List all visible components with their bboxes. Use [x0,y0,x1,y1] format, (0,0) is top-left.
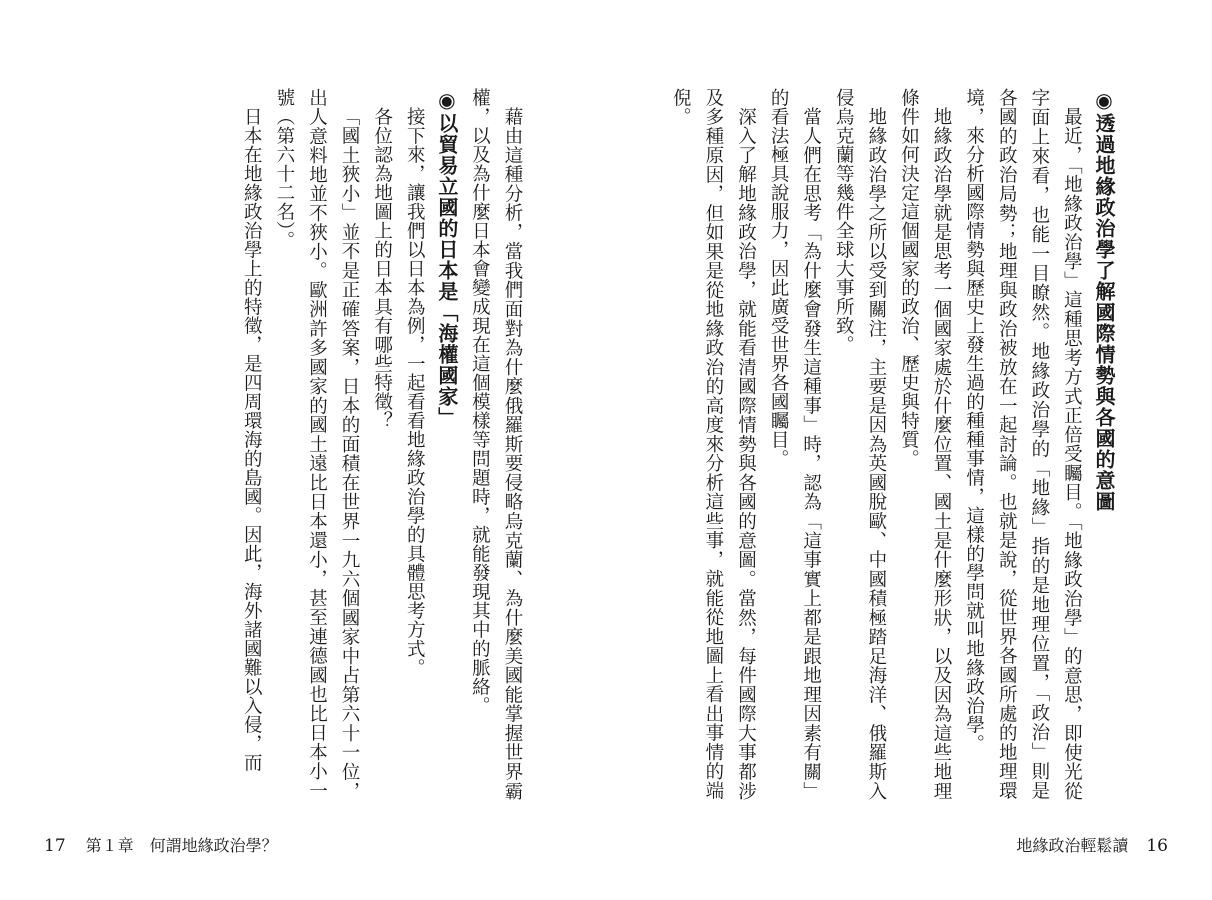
page-number: 17 [44,836,66,856]
paragraph: 藉由這種分析，當我們面對為什麼俄羅斯要侵略烏克蘭、為什麼美國能掌握世界霸權，以及為什麼日本會變成現在這個模樣等問題時，就能發現其中的脈絡。 [469,88,523,800]
right-page [606,0,1212,900]
chapter-title: 第１章 何謂地緣政治學？ [85,836,278,855]
bullet-icon: ◉ [1092,88,1116,113]
section-heading-text: 以貿易立國的日本是「海權國家」 [434,113,459,428]
bullet-icon: ◉ [434,88,459,113]
paragraph: 當人們在思考「為什麼會發生這種事」時，認為「這事實上都是跟地理因素有關」的看法極具說服力，因此廣受世界各國矚目。 [768,88,822,800]
section-heading-japan [430,88,463,800]
paragraph: 最近，「地緣政治學」這種思考方式正倍受矚目。「地緣政治學」的意思，即使光從字面上來看，也能一目瞭然。地緣政治學的「地緣」指的是地理位置，「政治」則是各國的政治局勢；地理與政治被放在一起討論。也就是說，從世界各國所處的地理環境，來分析國際情勢與歷史上發生過的種種事情，這樣的學問就叫地緣政治學。 [963,88,1083,800]
paragraph: 地緣政治學就是思考一個國家處於什麼位置、國土是什麼形狀，以及因為這些地理條件如何決定這個國家的政治、歷史與特質。 [898,88,953,800]
book-title: 地緣政治輕鬆讀 [1016,836,1129,855]
running-footer-right [1016,833,1168,856]
paragraph: 接下來，讓我們以日本為例，一起看看地緣政治學的具體思考方式。 [404,106,426,677]
paragraph: 深入了解地緣政治學，就能看清國際情勢與各國的意圖。當然，每件國際大事都涉及多種原因，但如果是從地緣政治的高度來分析這些事，就能從地圖上看出事情的端倪。 [670,88,757,800]
paragraph: 日本在地緣政治學上的特徵，是四周環海的島國。因此，海外諸國難以入侵，而 [241,106,263,772]
page-number: 16 [1146,836,1168,856]
section-heading-geopolitics [1087,88,1120,800]
paragraph: 地緣政治學之所以受到關注，主要是因為英國脫歐、中國積極踏足海洋、俄羅斯入侵烏克蘭等幾件全球大事所致。 [833,88,887,800]
right-page-body [620,88,1120,800]
paragraph: 「國土狹小」並不是正確答案，日本的面積在世界一九六個國家中占第六十一位，出人意料地並不狹小。歐洲許多國家的國土遠比日本還小，甚至連德國也比日本小一號（第六十二名）。 [273,88,361,800]
left-page-body [108,88,528,800]
section-heading-text: 透過地緣政治學了解國際情勢與各國的意圖 [1092,113,1116,512]
running-footer-left [44,833,278,856]
paragraph: 各位認為地圖上的日本具有哪些特徵？ [371,106,393,430]
